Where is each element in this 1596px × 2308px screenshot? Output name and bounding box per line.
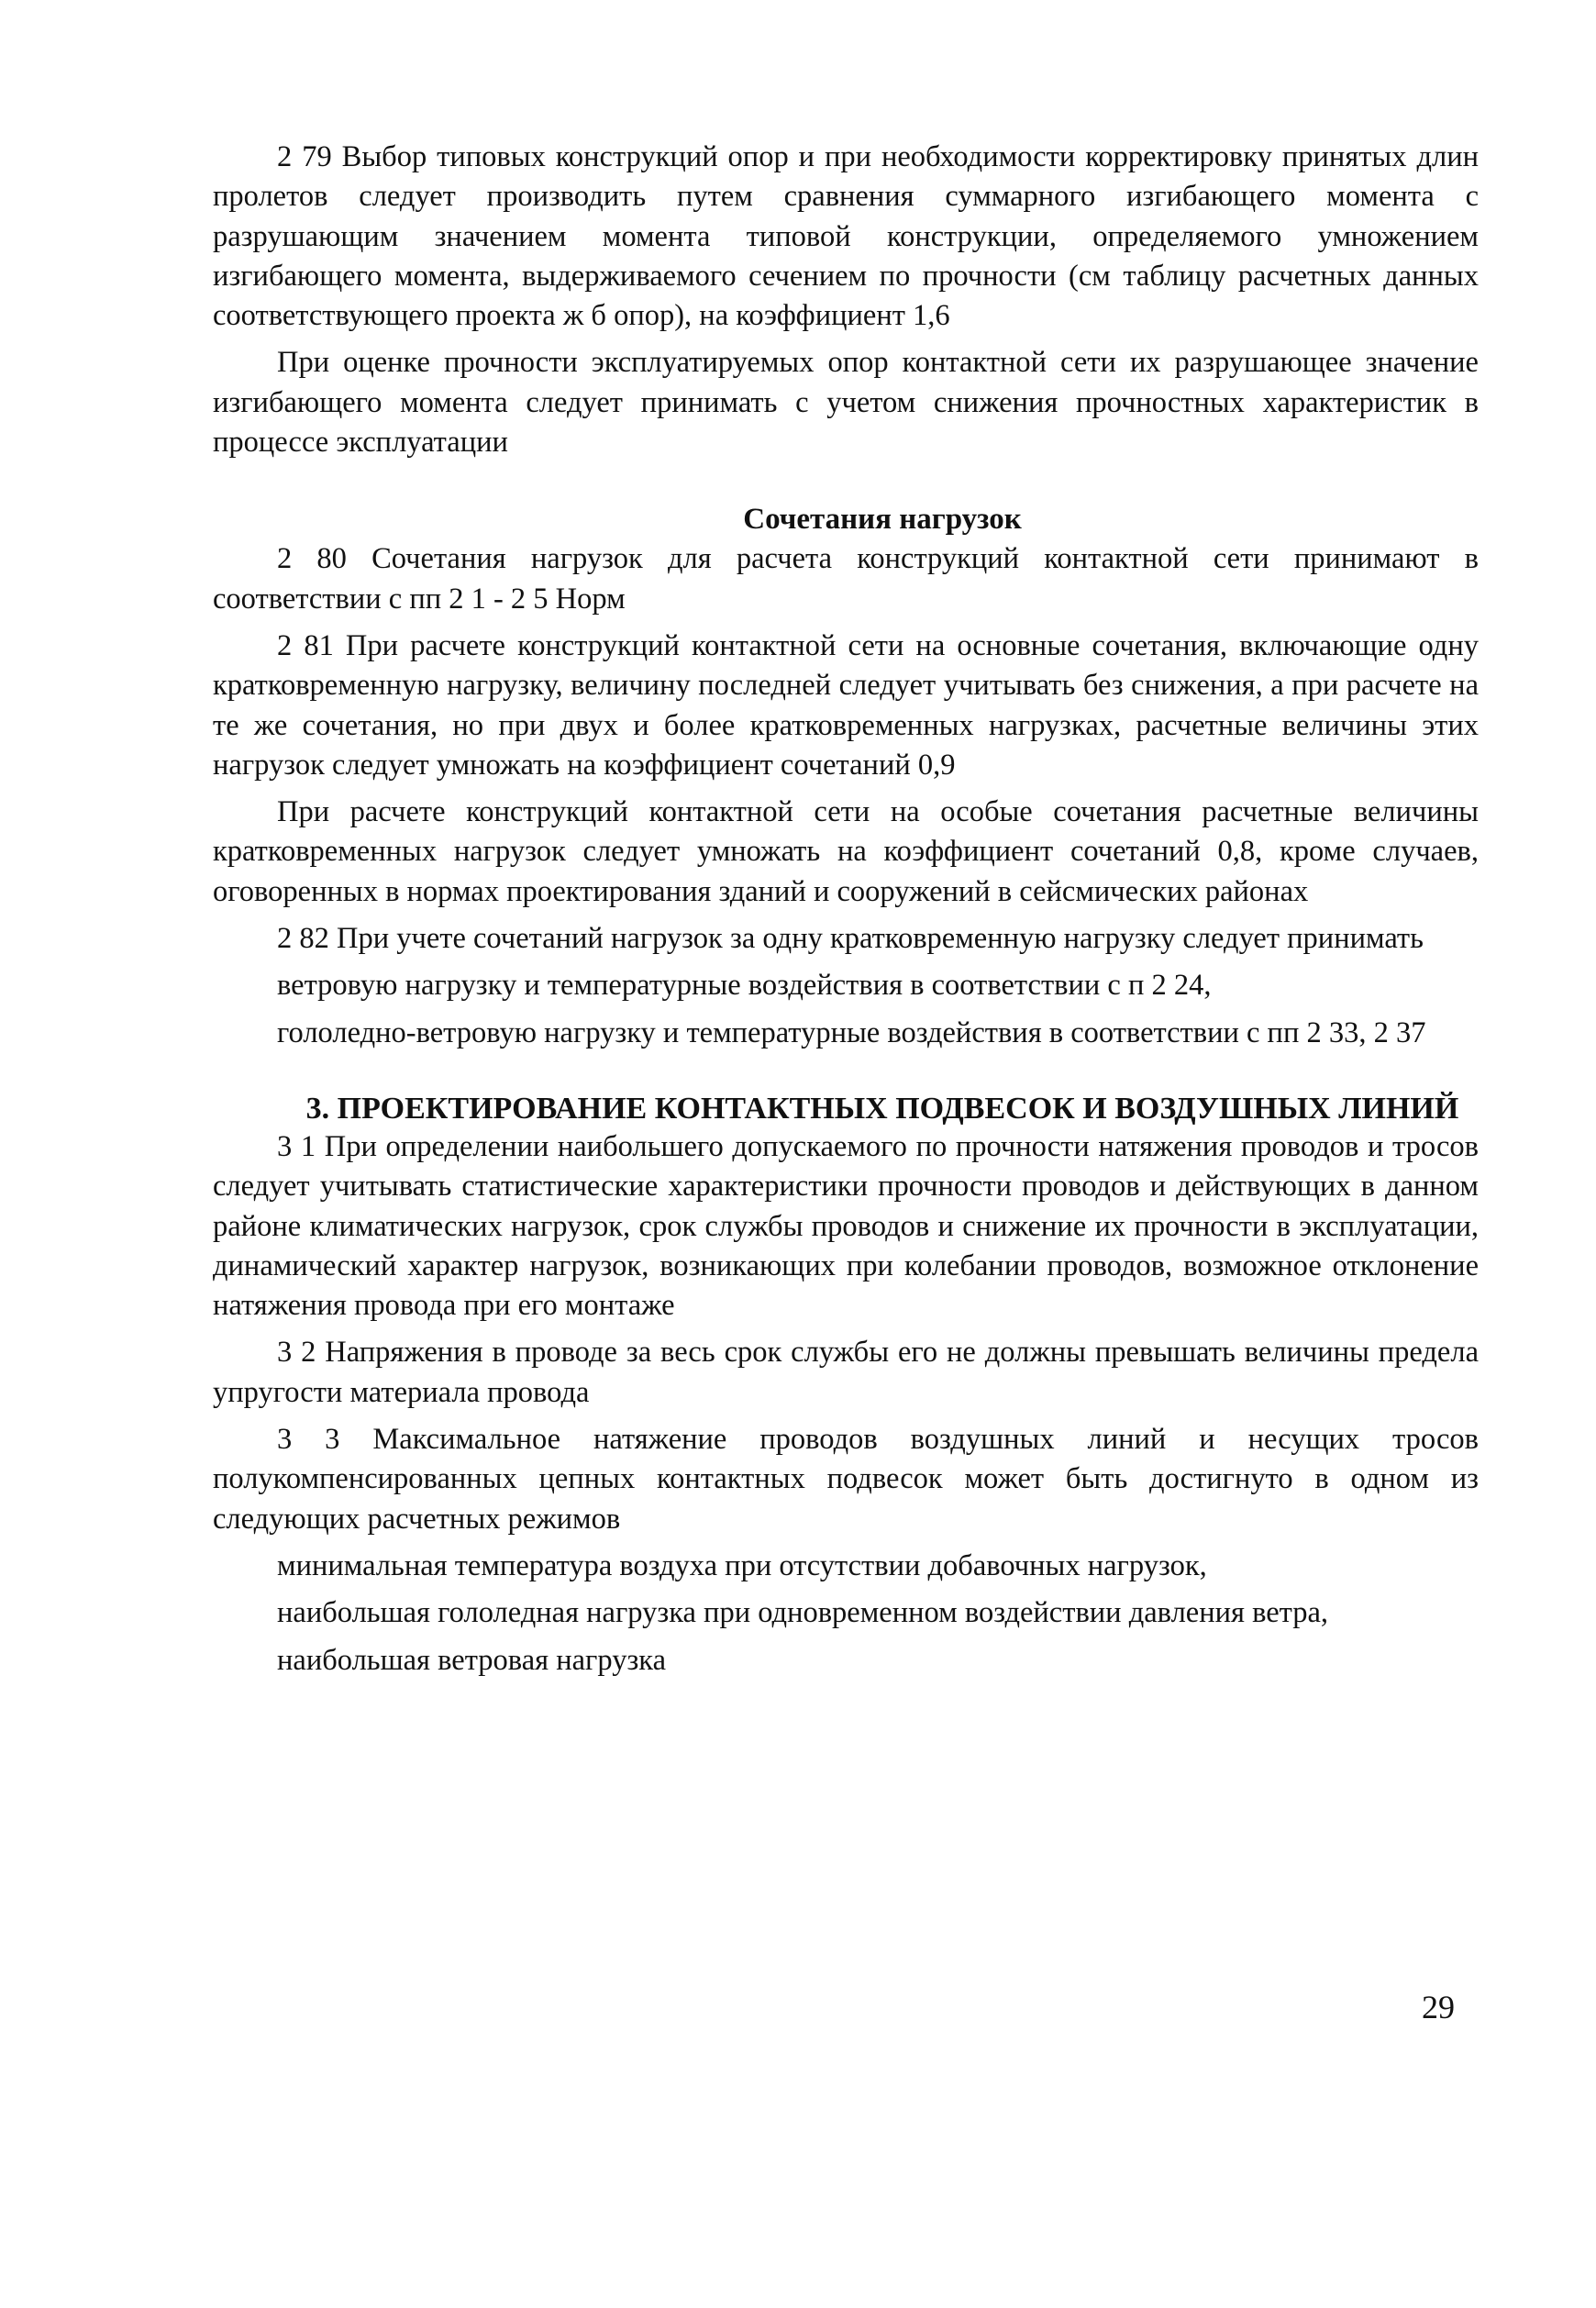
paragraph-3-1: 3 1 При определении наибольшего допускаемого по прочности натяжения проводов и тросов следует учитывать статистические характеристики прочности проводов и действующих в данном районе климатических нагрузок, срок службы проводов и снижение их прочности в эксплуатации, динамический характер нагрузок, возникающих при колебании проводов, возможное отклонение натяжения провода при его монтаже — [213, 1129, 1479, 1323]
paragraph-3-3: 3 3 Максимальное натяжение проводов воздушных линий и несущих тросов полукомпенсированных цепных контактных подвесок может быть достигнуто в одном из следующих расчетных режимов — [213, 1423, 1479, 1536]
list-item-min-temperature: минимальная температура воздуха при отсутствии добавочных нагрузок, — [277, 1548, 1207, 1582]
paragraph-3-2: 3 2 Напряжения в проводе за весь срок службы его не должны превышать величины предела упругости материала провода — [213, 1336, 1479, 1409]
list-item-ice-wind-load: гололедно-ветровую нагрузку и температурные воздействия в соответствии с пп 2 33, 2 37 — [277, 1015, 1426, 1049]
paragraph-operated-supports: При оценке прочности эксплуатируемых опор контактной сети их разрушающее значение изгибающего момента следует принимать с учетом снижения прочностных характеристик в процессе эксплуатации — [213, 346, 1479, 460]
paragraph-2-81: 2 81 При расчете конструкций контактной сети на основные сочетания, включающие одну кратковременную нагрузку, величину последней следует учитывать без снижения, а при расчете на те же сочетания, но при двух и более кратковременных нагрузках, расчетные величины этих нагрузок следует умножать на коэффициент сочетаний 0,9 — [213, 628, 1479, 782]
paragraph-2-80: 2 80 Сочетания нагрузок для расчета конструкций контактной сети принимают в соответствии с пп 2 1 - 2 5 Норм — [213, 542, 1479, 616]
list-item-wind-load: ветровую нагрузку и температурные воздействия в соответствии с п 2 24, — [277, 969, 1212, 1003]
list-item-max-ice-load: наибольшая гололедная нагрузка при одновременном воздействии давления ветра, — [277, 1596, 1329, 1630]
paragraph-special-combinations: При расчете конструкций контактной сети на особые сочетания расчетные величины кратковременных нагрузок следует умножать на коэффициент сочетаний 0,8, кроме случаев, оговоренных в нормах проектирования зданий и сооружений в сейсмических районах — [213, 795, 1479, 908]
subsection-title: Сочетания нагрузок — [743, 503, 1022, 537]
list-item-max-wind-load: наибольшая ветровая нагрузка — [277, 1643, 667, 1677]
page-body — [213, 138, 1479, 1681]
paragraph-2-79: 2 79 Выбор типовых конструкций опор и при необходимости корректировку принятых длин пролетов следует производить путем сравнения суммарного изгибающего момента с разрушающим значением момента типовой конструкции, определяемого умножением изгибающего момента, выдерживаемого сечением по прочности (см таблицу расчетных данных соответствующего проекта ж б опор), на коэффициент 1,6 — [213, 140, 1479, 333]
chapter-title: 3. ПРОЕКТИРОВАНИЕ КОНТАКТНЫХ ПОДВЕСОК И ВОЗДУШНЫХ ЛИНИЙ — [305, 1091, 1459, 1126]
page-number: 29 — [1422, 1989, 1455, 2025]
paragraph-2-82: 2 82 При учете сочетаний нагрузок за одну кратковременную нагрузку следует принимать — [277, 922, 1424, 956]
